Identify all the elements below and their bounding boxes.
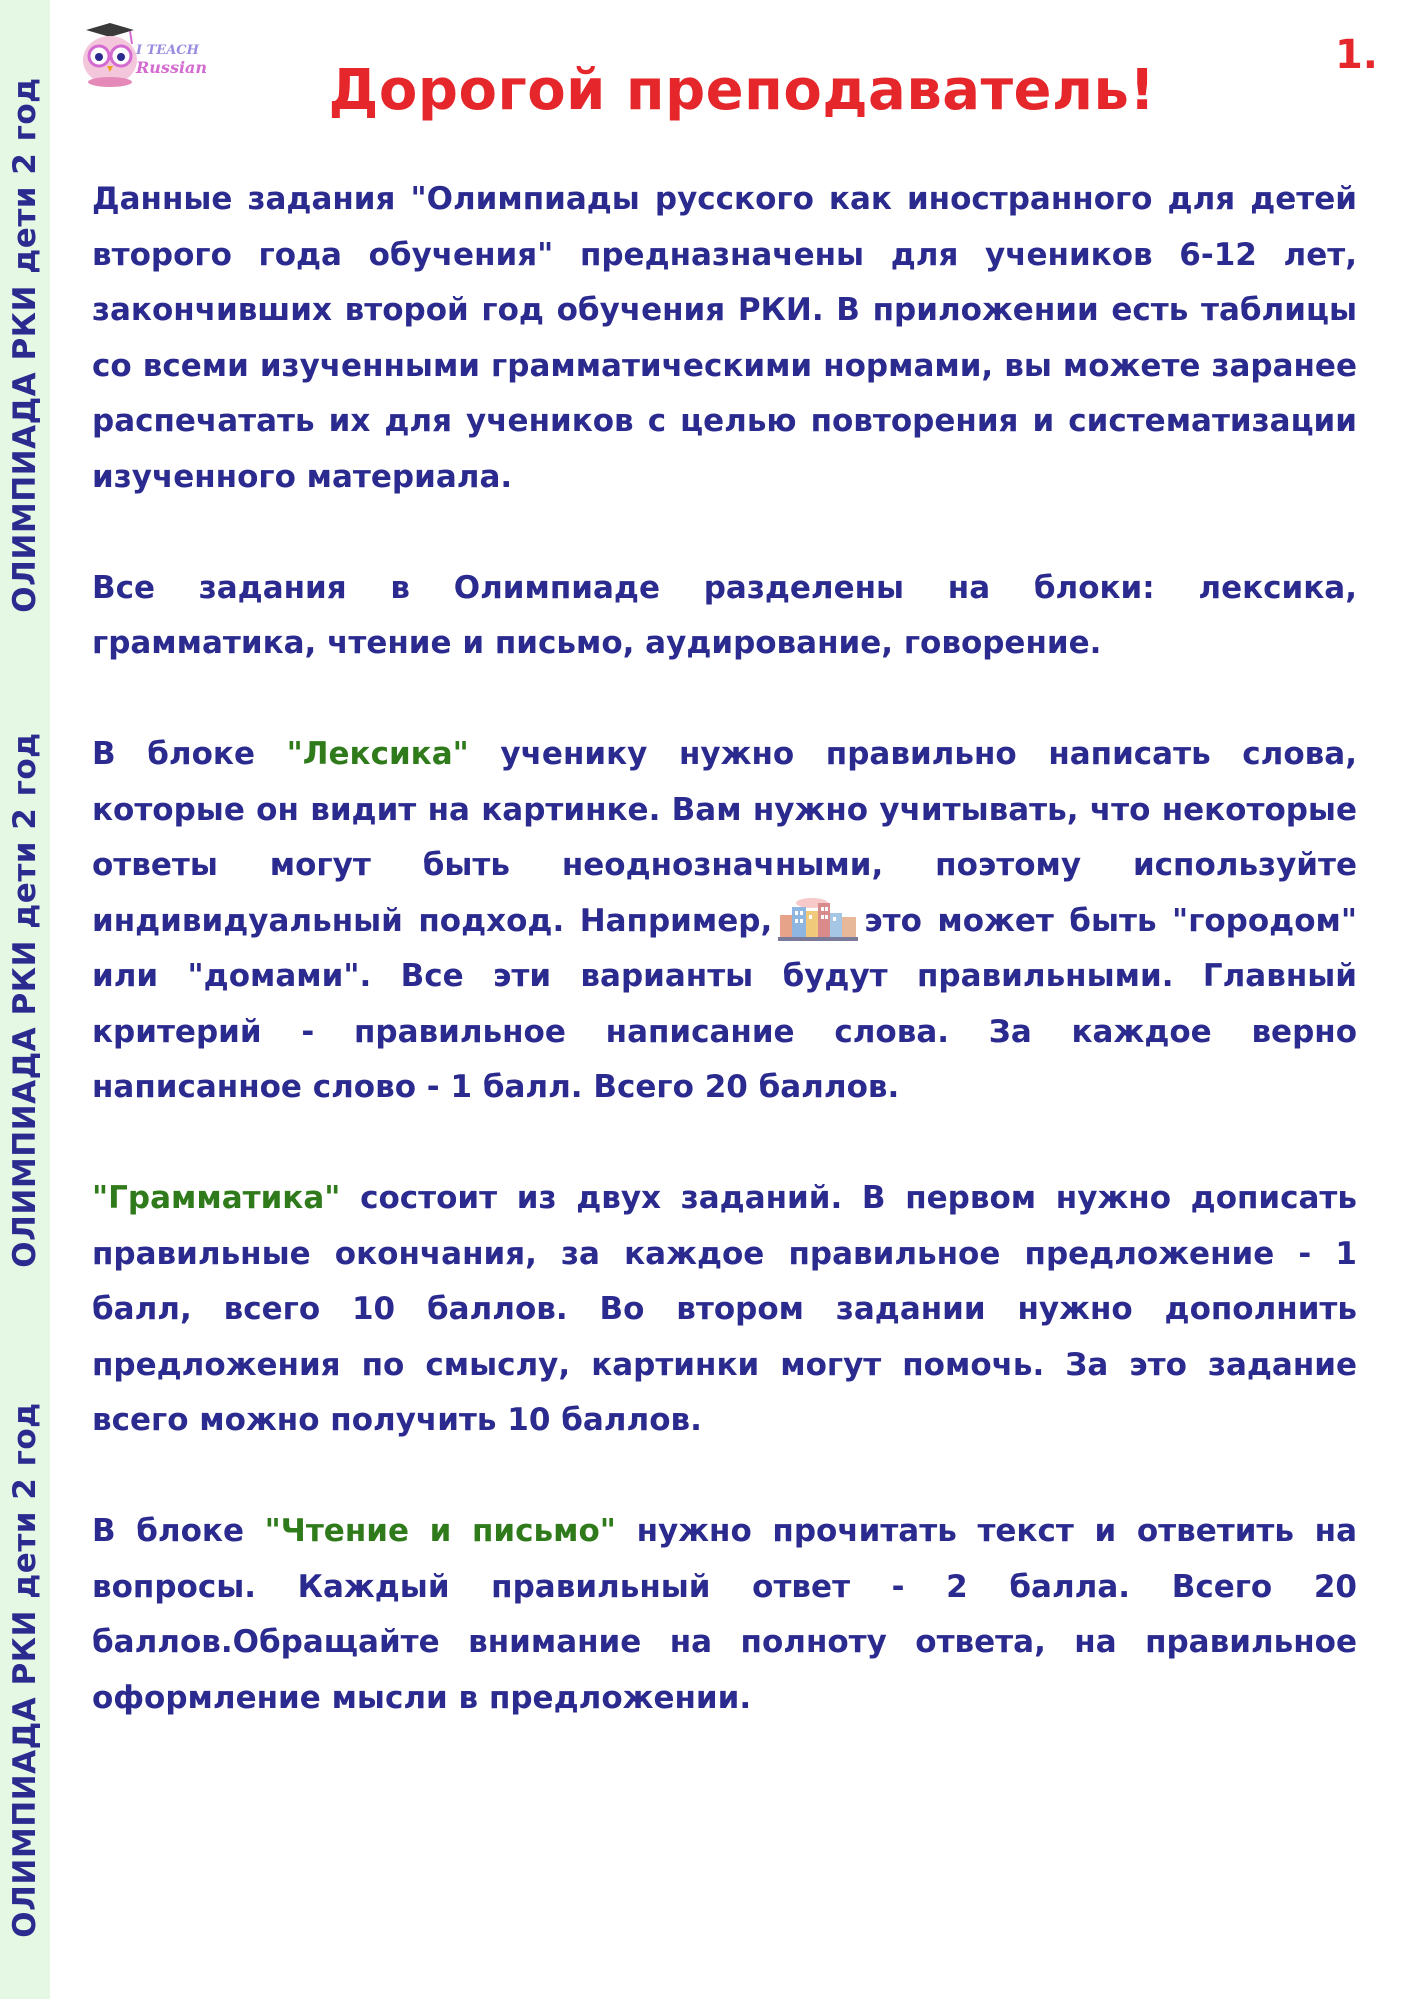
paragraph-chtenie (92, 1504, 1357, 1726)
lexika-highlight: "Лексика" (286, 736, 469, 772)
chtenie-before: В блоке (92, 1513, 265, 1549)
logo-line-1: I TEACH (136, 43, 199, 58)
body-text (92, 172, 1357, 1782)
paragraph-lexika (92, 727, 1357, 1116)
grammatika-highlight: "Грамматика" (92, 1180, 341, 1216)
paragraph-grammatika (92, 1171, 1357, 1449)
chtenie-after: нужно прочитать текст и ответить на вопросы. Каждый правильный ответ - 2 балла. Всего 20 баллов.Обращайте внимание на полноту ответа, на правильное оформление мысли в предложении. (92, 1513, 1357, 1716)
lexika-after: это может быть "городом" или "домами". Все эти варианты будут правильными. Главный критерий - правильное написание слова. За каждое верно написанное слово - 1 балл. Всего 20 баллов. (92, 902, 1357, 1105)
logo-line-2: Russian (136, 58, 208, 77)
sidebar-strip (0, 0, 50, 1999)
paragraph-blocks: Все задания в Олимпиаде разделены на блоки: лексика, грамматика, чтение и письмо, аудирование, говорение. (92, 569, 1357, 661)
sidebar-label-bottom: ОЛИМПИАДА РКИ дети 2 год (7, 1402, 43, 1938)
city-buildings-icon (778, 895, 858, 941)
page-number: 1. (1334, 32, 1378, 78)
page-title: Дорогой преподаватель! (328, 58, 1156, 123)
paragraph-intro: Данные задания "Олимпиады русского как иностранного для детей второго года обучения" предназначены для учеников 6-12 лет, закончивших второй год обучения РКИ. В приложении есть таблицы со всеми изученными грамматическими нормами, вы можете заранее распечатать их для учеников с целью повторения и систематизации изученного материала. (92, 181, 1357, 495)
sidebar-label-middle: ОЛИМПИАДА РКИ дети 2 год (7, 732, 43, 1268)
lexika-middle: ученику нужно правильно написать слова, которые он видит на картинке. Вам нужно учитывать, что некоторые ответы могут быть неоднозначными, поэтому используйте индивидуальный подход. Например, (92, 736, 1357, 939)
grammatika-after: состоит из двух заданий. В первом нужно дописать правильные окончания, за каждое правильное предложение - 1 балл, всего 10 баллов. Во втором задании нужно дополнить предложения по смыслу, картинки могут помочь. За это задание всего можно получить 10 баллов. (92, 1180, 1357, 1438)
sidebar-label-top: ОЛИМПИАДА РКИ дети 2 год (7, 77, 43, 613)
chtenie-highlight: "Чтение и письмо" (264, 1513, 616, 1549)
lexika-before: В блоке (92, 736, 287, 772)
